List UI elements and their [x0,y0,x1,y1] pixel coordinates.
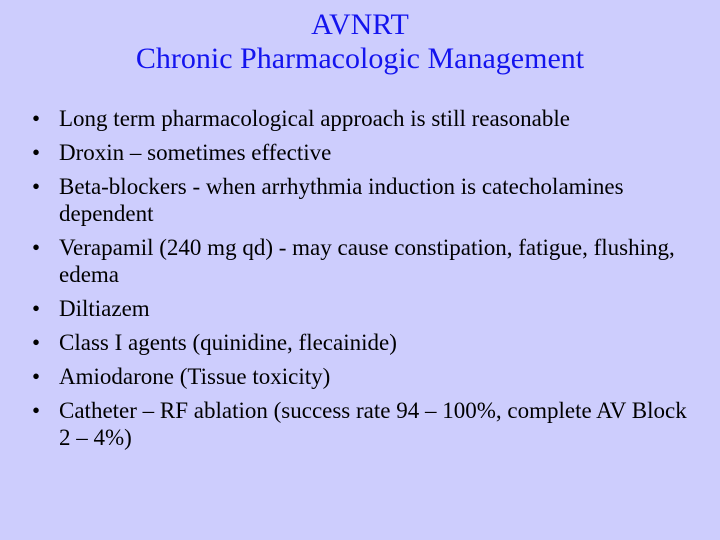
bullet-text: Long term pharmacological approach is still reasonable [59,106,570,131]
bullet-item [32,173,702,227]
bullet-icon: • [32,140,41,165]
bullet-text: Diltiazem [59,296,150,321]
bullet-text: Beta-blockers - when arrhythmia induction is catecholamines dependent [59,174,624,226]
bullet-item [32,105,702,132]
bullet-icon: • [32,330,41,355]
bullet-text: Verapamil (240 mg qd) - may cause constipation, fatigue, flushing, edema [59,235,675,287]
bullet-item [32,397,702,451]
bullet-icon: • [32,364,41,389]
bullet-icon: • [32,296,41,321]
bullet-text: Catheter – RF ablation (success rate 94 – 100%, complete AV Block 2 – 4%) [59,398,687,450]
bullet-text: Amiodarone (Tissue toxicity) [59,364,331,389]
bullet-item [32,363,702,390]
title-line-1: AVNRT [311,8,409,41]
bullet-icon: • [32,398,41,423]
bullet-item [32,139,702,166]
slide-title [0,8,720,76]
bullet-list [32,105,702,458]
bullet-item [32,295,702,322]
title-line-2: Chronic Pharmacologic Management [135,42,585,75]
bullet-icon: • [32,106,41,131]
bullet-text: Class I agents (quinidine, flecainide) [59,330,397,355]
bullet-icon: • [32,174,41,199]
bullet-text: Droxin – sometimes effective [59,140,332,165]
bullet-item [32,329,702,356]
bullet-icon: • [32,235,41,260]
bullet-item [32,234,702,288]
